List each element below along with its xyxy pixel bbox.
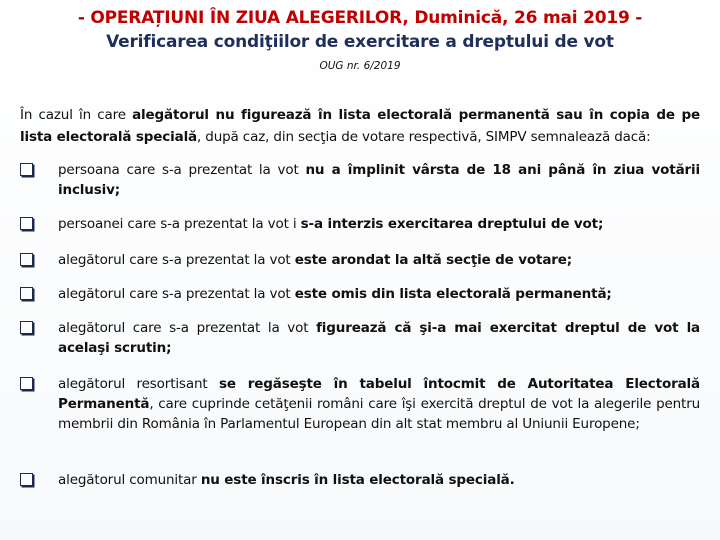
legal-reference: OUG nr. 6/2019 xyxy=(319,60,401,72)
list-item-text xyxy=(58,250,700,270)
square-bullet-icon xyxy=(20,253,33,266)
list-item-text xyxy=(58,318,700,358)
item-text-regular: alegătorul comunitar xyxy=(58,472,201,488)
page-subtitle: Verificarea condiţiilor de exercitare a dreptului de vot xyxy=(106,32,614,52)
list-item-text xyxy=(58,374,700,434)
item-text-bold: se regăseşte în tabelul întocmit de Autoritatea Electorală Permanentă xyxy=(58,376,700,412)
item-text-regular: persoanei care s-a prezentat la vot i xyxy=(58,216,301,232)
item-text-regular: alegătorul resortisant xyxy=(58,376,219,392)
intro-text-end: , după caz, din secţia de votare respectivă, SIMPV semnalează dacă: xyxy=(197,129,651,145)
square-bullet-icon xyxy=(20,473,33,486)
item-text-regular: alegătorul care s-a prezentat la vot xyxy=(58,252,295,268)
item-text-regular: persoana care s-a prezentat la vot xyxy=(58,162,306,178)
item-text-bold: s-a interzis exercitarea dreptului de vot; xyxy=(300,216,604,232)
item-text-bold: nu este înscris în lista electorală specială. xyxy=(200,472,515,488)
list-item-text xyxy=(58,284,700,304)
intro-text: În cazul în care xyxy=(20,107,133,123)
square-bullet-icon xyxy=(20,163,33,176)
page-title: - OPERAȚIUNI ÎN ZIUA ALEGERILOR, Duminică, 26 mai 2019 - xyxy=(77,8,643,28)
item-text-regular: alegătorul care s-a prezentat la vot xyxy=(58,320,317,336)
square-bullet-icon xyxy=(20,217,33,230)
list-item-text xyxy=(58,470,700,490)
item-text-regular: alegătorul care s-a prezentat la vot xyxy=(58,286,295,302)
intro-emphasis: alegătorul nu figurează în lista electorală permanentă sau în copia de pe lista electorală specială xyxy=(20,107,700,145)
item-text-bold: nu a împlinit vârsta de 18 ani până în ziua votării inclusiv; xyxy=(58,162,700,198)
item-text-tail: , care cuprinde cetăţenii români care îşi exercită dreptul de vot la alegerile pentru membrii din România în Parlamentul European din alt stat membru al Uniunii Europene; xyxy=(58,396,700,432)
list-item-text xyxy=(58,160,700,200)
item-text-bold: figurează că şi-a mai exercitat dreptul de vot la acelaşi scrutin; xyxy=(58,320,701,356)
intro-paragraph xyxy=(20,104,700,148)
list-item-text xyxy=(58,214,700,234)
item-text-bold: este omis din lista electorală permanentă; xyxy=(294,286,612,302)
square-bullet-icon xyxy=(20,377,33,390)
square-bullet-icon xyxy=(20,321,33,334)
item-text-bold: este arondat la altă secţie de votare; xyxy=(294,252,573,268)
square-bullet-icon xyxy=(20,287,33,300)
